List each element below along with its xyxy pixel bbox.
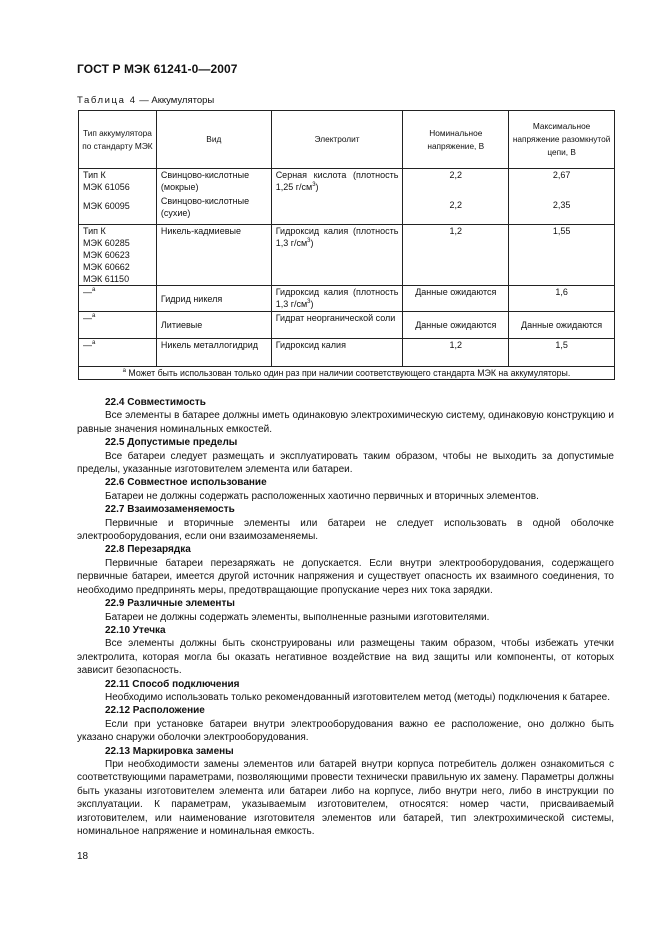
electrolyte-end: ) [315, 182, 319, 192]
cell-type [79, 286, 157, 312]
electrolyte-sup: 3 [312, 182, 316, 188]
section-paragraph: Первичные батареи перезаряжать не допускается. Если внутри электрооборудования, содержащего первичные батареи, имеется другой источник напряжения и существует опасность их взаимного соединения, то необходимо предпринять меры, предотвращающие пропускание через них тока зарядки. [77, 557, 614, 596]
dash: — [83, 313, 92, 323]
cell-kind: Никель металлогидрид [156, 339, 271, 367]
section-paragraph: Батареи не должны содержать расположенных хаотично первичных и вторичных элементов. [105, 490, 539, 502]
cell-electrolyte: Гидроксид калия [271, 339, 403, 367]
section-heading: 22.6 Совместное использование [105, 477, 267, 489]
table-footnote-row [79, 367, 615, 380]
cell-nominal: 1,2 [403, 339, 509, 367]
section-paragraph: При необходимости замены элементов или батарей внутри корпуса потребитель должен ознакомиться с соответствующими параметрами, позволяющими провести технически правильную их замену. Параметры должны быть указаны изготовителем элемента или батареи либо на корпусе, либо внутри него, либо в инструкции по эксплуатации. К параметрам, указываемым изготовителем, относятся: номер части, присваиваемый изготовителем, или наименование изготовителя элементов или батарей, тип электрохимической системы, номинальное напряжение и номинальная емкость. [77, 758, 614, 837]
batteries-table [78, 110, 615, 380]
type-lead-acid-wet: Тип К МЭК 61056 [83, 170, 130, 192]
nominal-dry: 2,2 [449, 200, 463, 210]
electrolyte-text: Гидроксид калия (плотность 1,3 г/см [275, 287, 399, 309]
electrolyte-end: ) [310, 299, 314, 309]
table-row [79, 286, 615, 312]
cell-max: 1,5 [509, 339, 615, 367]
max-dry: 2,35 [552, 200, 571, 210]
col-header-max-voltage: Максимальное напряжение разомкнутой цепи, В [509, 111, 615, 169]
cell-kind: Никель-кадмиевые [156, 225, 271, 286]
cell-type [79, 339, 157, 367]
section-heading: 22.13 Маркировка замены [105, 745, 234, 757]
section-heading: 22.11 Способ подключения [105, 678, 240, 690]
page-number: 18 [77, 851, 89, 862]
cell-kind: Литиевые [156, 312, 271, 339]
section-heading: 22.4 Совместимость [105, 397, 206, 408]
table-row [79, 225, 615, 286]
cell-nominal: 1,2 [403, 225, 509, 286]
table-row [79, 339, 615, 367]
col-header-electrolyte: Электролит [271, 111, 403, 169]
dash: — [83, 287, 92, 297]
table-caption [77, 95, 214, 106]
cell-type [79, 312, 157, 339]
table-row [79, 312, 615, 339]
section-paragraph: Батареи не должны содержать элементы, выполненные разными изготовителями. [105, 611, 490, 623]
cell-nominal: Данные ожидаются [403, 312, 509, 339]
electrolyte-sup: 3 [307, 238, 311, 244]
section-paragraph: Необходимо использовать только рекомендованный изготовителем метод (методы) подключения к батарее. [105, 691, 610, 703]
max-wet: 2,67 [552, 170, 571, 180]
dash: — [83, 340, 92, 350]
section-heading: 22.8 Перезарядка [105, 544, 191, 556]
cell-electrolyte [271, 286, 403, 312]
col-header-nominal-voltage: Номинальное напряжение, В [403, 111, 509, 169]
footnote-ref: а [92, 313, 96, 319]
cell-max: Данные ожидаются [509, 312, 615, 339]
col-header-kind: Вид [156, 111, 271, 169]
section-body [77, 396, 614, 838]
table-row [79, 169, 615, 225]
kind-lead-acid-dry: Свинцово-кислотные (сухие) [160, 196, 250, 218]
cell-electrolyte: Гидрат неорганической соли [271, 312, 403, 339]
kind-lead-acid-wet: Свинцово-кислотные (мокрые) [160, 170, 250, 192]
footnote-ref: а [92, 340, 96, 346]
electrolyte-sup: 3 [307, 299, 311, 305]
cell-kind [156, 169, 271, 225]
table-caption-title: — Аккумуляторы [136, 95, 215, 106]
cell-electrolyte [271, 225, 403, 286]
footnote-text: Может быть использован только один раз при наличии соответствующего стандарта МЭК на аккумуляторы. [125, 368, 571, 378]
section-paragraph: Все элементы должны быть сконструированы или размещены таким образом, чтобы избежать утечки электролита, которая могла бы оказать негативное воздействие на вид защиты или компоненты, от которых зависит безопасность. [77, 638, 614, 677]
cell-max [509, 169, 615, 225]
cell-type [79, 169, 157, 225]
section-heading: 22.9 Различные элементы [105, 598, 235, 610]
table-caption-prefix: Таблица 4 [77, 95, 137, 106]
type-lead-acid-dry: МЭК 60095 [83, 201, 130, 211]
section-paragraph: Первичные и вторичные элементы или батареи не следует использовать в одной оболочке электрооборудования, если они взаимозаменяемы. [77, 517, 614, 543]
cell-nominal [403, 169, 509, 225]
section-heading: 22.12 Расположение [105, 705, 205, 717]
col-header-type: Тип аккумулятора по стандарту МЭК [79, 111, 157, 169]
cell-kind: Гидрид никеля [156, 286, 271, 312]
section-heading: 22.10 Утечка [105, 624, 166, 636]
footnote-mark: а [122, 368, 126, 375]
section-paragraph: Все элементы в батарее должны иметь одинаковую электрохимическую систему, одинаковую конструкцию и равные значения номинальных емкостей. [77, 410, 614, 435]
nominal-wet: 2,2 [449, 170, 463, 180]
section-heading: 22.7 Взаимозаменяемость [105, 504, 235, 516]
cell-nominal: Данные ожидаются [403, 286, 509, 312]
footnote-ref: а [92, 287, 96, 293]
section-paragraph: Если при установке батареи внутри электрооборудования важно ее расположение, оно должно быть указано снаружи оболочки электрооборудования. [77, 718, 614, 744]
electrolyte-end: ) [310, 238, 314, 248]
section-heading: 22.5 Допустимые пределы [105, 437, 238, 449]
electrolyte-text: Гидроксид калия (плотность 1,3 г/см [275, 226, 399, 248]
section-paragraph: Все батареи следует размещать и эксплуатировать таким образом, чтобы не выходить за допустимые пределы, указанные изготовителем элемента или батареи. [77, 450, 614, 476]
table-footnote [79, 367, 615, 380]
cell-type: Тип К МЭК 60285 МЭК 60623 МЭК 60662 МЭК 61150 [79, 225, 157, 286]
table-header-row [79, 111, 615, 169]
cell-max: 1,6 [509, 286, 615, 312]
electrolyte-text: Серная кислота (плотность 1,25 г/см [275, 170, 399, 192]
cell-max: 1,55 [509, 225, 615, 286]
document-header: ГОСТ Р МЭК 61241-0—2007 [77, 62, 238, 76]
cell-electrolyte [271, 169, 403, 225]
